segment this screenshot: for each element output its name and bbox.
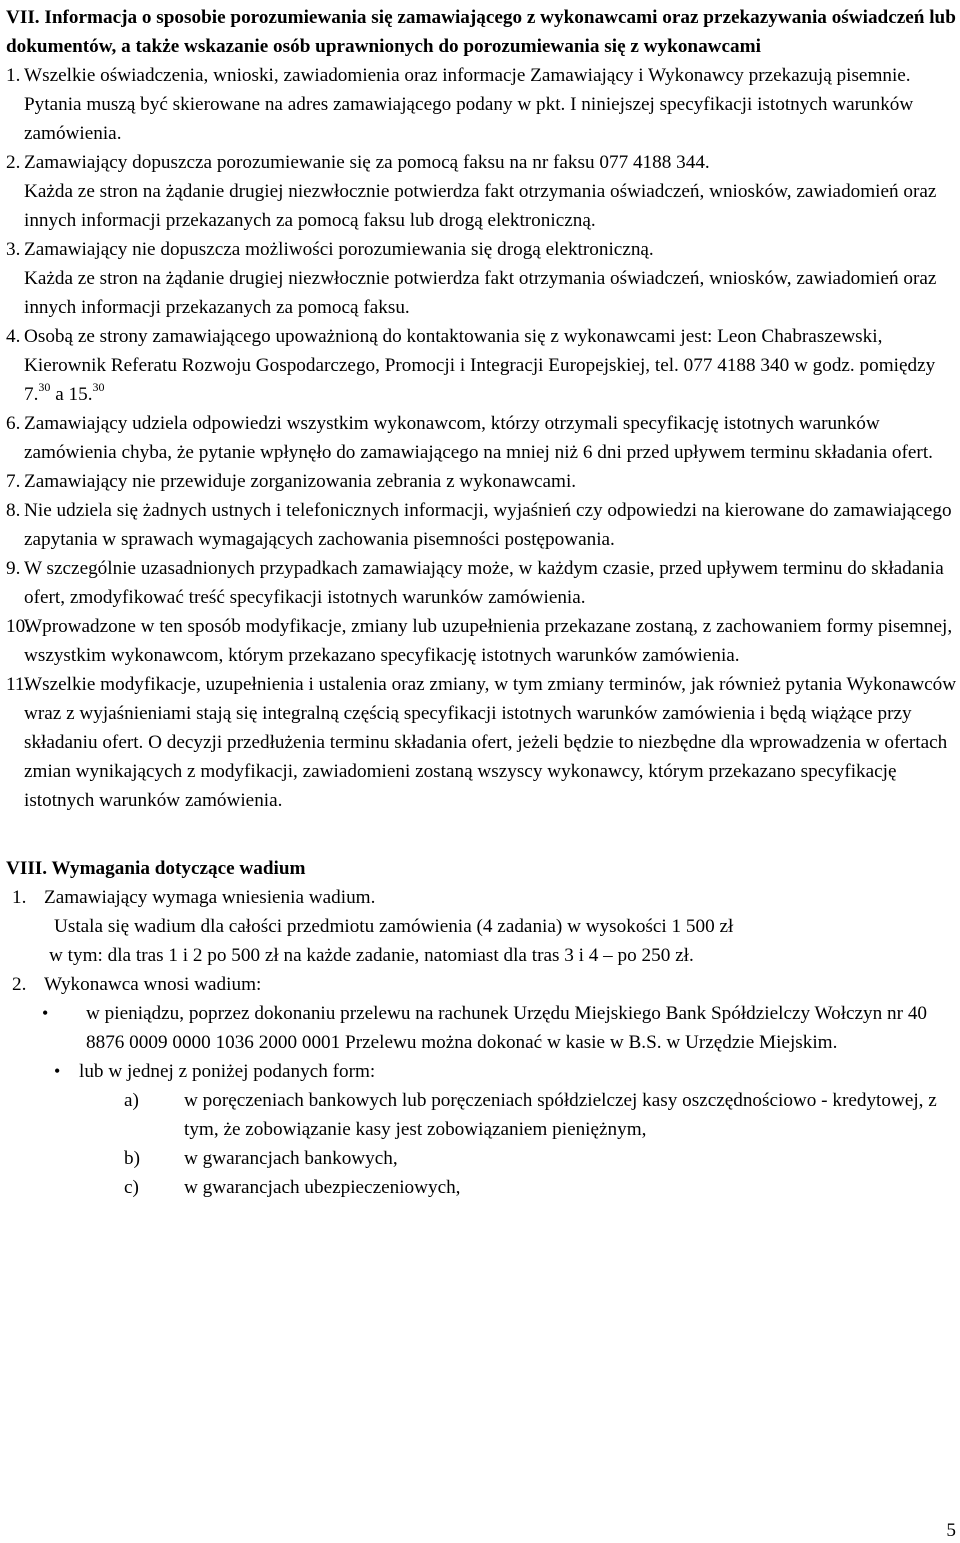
item-number: 4. — [6, 326, 21, 347]
item-text-mid: a 15. — [50, 384, 93, 405]
item-number: 9. — [6, 558, 21, 579]
item-number: 3. — [6, 239, 21, 260]
item-text: Nie udziela się żadnych ustnych i telefonicznych informacji, wyjaśnień czy odpowiedzi na kierowane do zamawiającego zapytania w sprawach wymagających zachowania pisemności postępowania. — [24, 500, 952, 550]
document-page — [6, 3, 958, 1202]
section-7-heading: VII. Informacja o sposobie porozumiewania się zamawiającego z wykonawcami oraz przekazywania oświadczeń lub dokumentów, a także wskazanie osób uprawnionych do porozumiewania się z wykonawcami — [6, 7, 956, 57]
bullet-text: lub w jednej z poniżej podanych form: — [79, 1061, 376, 1082]
bullet-icon: • — [42, 1003, 49, 1023]
wadium-amount-line-1: Ustala się wadium dla całości przedmiotu zamówienia (4 zadania) w wysokości 1 500 zł — [54, 916, 734, 937]
bullet-item-other-forms — [6, 1057, 958, 1086]
section-7-item-7 — [6, 467, 958, 496]
section-7-item-3 — [6, 235, 958, 264]
section-7-item-10 — [6, 612, 958, 670]
section-spacer — [6, 815, 958, 854]
section-7-item-6 — [6, 409, 958, 467]
wadium-amount-line-2: w tym: dla tras 1 i 2 po 500 zł na każde zadanie, natomiast dla tras 3 i 4 – po 250 zł. — [49, 945, 694, 966]
item-text: Zamawiający dopuszcza porozumiewanie się za pomocą faksu na nr faksu 077 4188 344. — [24, 152, 710, 173]
bullet-icon: • — [54, 1061, 61, 1081]
section-7-item-2 — [6, 148, 958, 177]
superscript-minutes: 30 — [38, 379, 51, 394]
page-number: 5 — [946, 1520, 956, 1541]
section-7-item-11 — [6, 670, 958, 815]
form-item-a — [6, 1086, 958, 1144]
section-7-item-8 — [6, 496, 958, 554]
item-number: 1. — [6, 65, 21, 86]
item-text: Zamawiający udziela odpowiedzi wszystkim wykonawcom, którzy otrzymali specyfikację istotnych warunków zamówienia chyba, że pytanie wpłynęło do zamawiającego na mniej niż 6 dni przed upływem terminu składania ofert. — [24, 413, 933, 463]
item-text: Zamawiający nie przewiduje zorganizowania zebrania z wykonawcami. — [24, 471, 577, 492]
section-7-item-1 — [6, 61, 958, 148]
item-text: Wszelkie oświadczenia, wnioski, zawiadomienia oraz informacje Zamawiający i Wykonawcy przekazują pisemnie. Pytania muszą być skierowane na adres zamawiającego podany w pkt. I niniejszej specyfikacji istotnych warunków zamówienia. — [24, 65, 914, 144]
item-text: Wprowadzone w ten sposób modyfikacje, zmiany lub uzupełnienia przekazane zostaną, z zachowaniem formy pisemnej, wszystkim wykonawcom, którym przekazano specyfikację istotnych warunków zamówienia. — [24, 616, 953, 666]
section-7-item-9 — [6, 554, 958, 612]
form-letter: b) — [124, 1148, 140, 1169]
section-8-item-1 — [6, 883, 958, 912]
bullet-item-cash — [6, 999, 958, 1057]
item-number: 6. — [6, 413, 21, 434]
form-text: w gwarancjach bankowych, — [184, 1148, 398, 1169]
section-8-heading: VIII. Wymagania dotyczące wadium — [6, 858, 306, 879]
item-number: 1. — [12, 887, 27, 908]
bullet-text: w pieniądzu, poprzez dokonaniu przelewu na rachunek Urzędu Miejskiego Bank Spółdzielczy Wołczyn nr 40 8876 0009 0000 1036 2000 0001 Przelewu można dokonać w kasie w B.S. w Urzędzie Miejskim. — [86, 1003, 928, 1053]
item-text: Wszelkie modyfikacje, uzupełnienia i ustalenia oraz zmiany, w tym zmiany terminów, jak również pytania Wykonawców wraz z wyjaśnieniami stają się integralną częścią specyfikacji istotnych warunków zamówienia i będą wiążące przy składaniu ofert. O decyzji przedłużenia terminu składania ofert, jeżeli będzie to niezbędne dla wprowadzenia w ofertach zmian wynikających z modyfikacji, zawiadomieni zostaną wszyscy wykonawcy, którym przekazano specyfikację istotnych warunków zamówienia. — [24, 674, 957, 811]
form-letter: a) — [124, 1090, 139, 1111]
item-text: Wykonawca wnosi wadium: — [44, 974, 262, 995]
form-text: w poręczeniach bankowych lub poręczeniach spółdzielczej kasy oszczędnościowo - kredytowej, z tym, że zobowiązanie kasy jest zobowiązaniem pieniężnym, — [184, 1090, 937, 1140]
item-number: 7. — [6, 471, 21, 492]
form-item-b — [6, 1144, 958, 1173]
section-7-item-4 — [6, 322, 958, 409]
section-7-item-2-continuation: Każda ze stron na żądanie drugiej niezwłocznie potwierdza fakt otrzymania oświadczeń, wniosków, zawiadomień oraz innych informacji przekazanych za pomocą faksu lub drogą elektroniczną. — [24, 181, 937, 231]
item-number: 2. — [12, 974, 27, 995]
form-letter: c) — [124, 1177, 139, 1198]
item-number: 10. — [6, 616, 30, 637]
item-number: 11. — [6, 674, 30, 695]
item-number: 8. — [6, 500, 21, 521]
item-text: Osobą ze strony zamawiającego upoważnioną do kontaktowania się z wykonawcami jest: Leon Chabraszewski, Kierownik Referatu Rozwoju Gospodarczego, Promocji i Integracji Europejskiej, tel. 077 4188 340 w godz. pomiędzy 7. — [24, 326, 936, 405]
superscript-minutes: 30 — [92, 379, 105, 394]
form-text: w gwarancjach ubezpieczeniowych, — [184, 1177, 461, 1198]
section-8-item-2 — [6, 970, 958, 999]
form-item-c — [6, 1173, 958, 1202]
section-7-item-3-continuation: Każda ze stron na żądanie drugiej niezwłocznie potwierdza fakt otrzymania oświadczeń, wniosków, zawiadomień oraz innych informacji przekazanych za pomocą faksu. — [24, 268, 937, 318]
item-text: W szczególnie uzasadnionych przypadkach zamawiający może, w każdym czasie, przed upływem terminu do składania ofert, zmodyfikować treść specyfikacji istotnych warunków zamówienia. — [24, 558, 944, 608]
item-number: 2. — [6, 152, 21, 173]
item-text: Zamawiający wymaga wniesienia wadium. — [44, 887, 376, 908]
item-text: Zamawiający nie dopuszcza możliwości porozumiewania się drogą elektroniczną. — [24, 239, 654, 260]
